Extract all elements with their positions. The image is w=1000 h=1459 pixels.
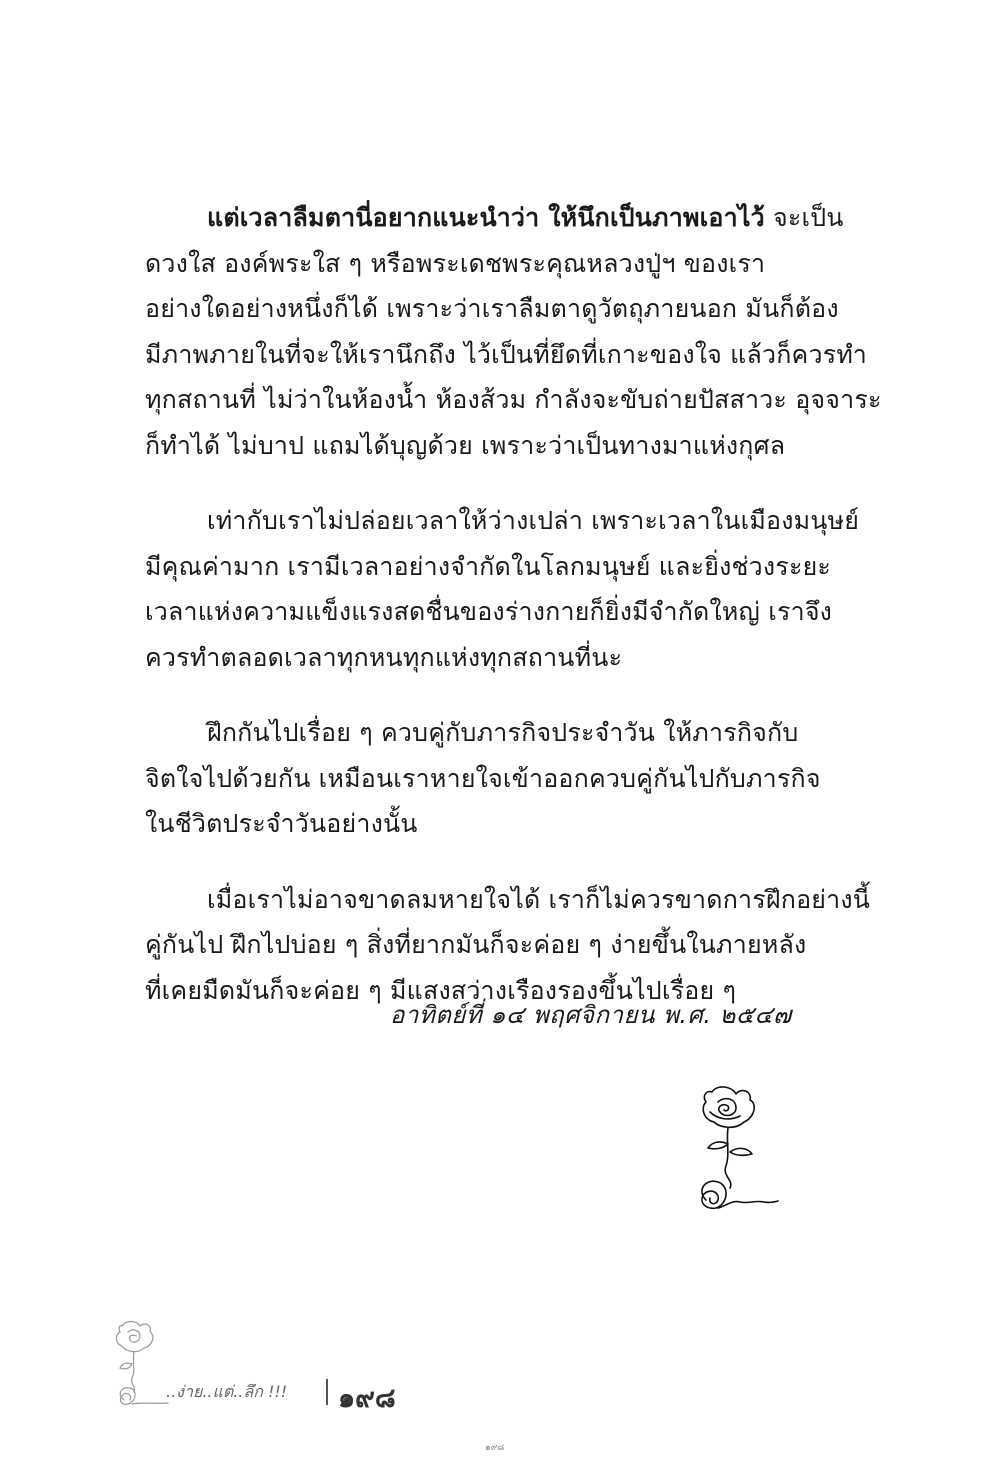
line-text: คู่กันไป ฝึกไปบ่อย ๆ สิ่งที่ยากมันก็จะค่อย ๆ ง่ายขึ้นในภายหลัง: [145, 930, 807, 959]
line-text: ทุกสถานที่ ไม่ว่าในห้องน้ำ ห้องส้วม กำลังจะขับถ่ายปัสสาวะ อุจจาระ: [145, 385, 882, 414]
book-title: ..ง่าย..แต่..ลึก !!!: [166, 1382, 288, 1401]
line-text: ควรทำตลอดเวลาทุกหนทุกแห่งทุกสถานที่นะ: [145, 642, 623, 672]
line-text: ที่เคยมืดมันก็จะค่อย ๆ มีแสงสว่างเรืองรองขึ้นไปเรื่อย ๆ: [145, 975, 737, 1005]
line-text: เท่ากับเราไม่ปล่อยเวลาให้ว่างเปล่า เพราะเวลาในเมืองมนุษย์: [207, 506, 860, 535]
page-footer: [112, 1318, 432, 1414]
line-text: ก็ทำได้ ไม่บาป แถมได้บุญด้วย เพราะว่าเป็นทางมาแห่งกุศล: [145, 430, 786, 460]
line-text: ฝึกกันไปเรื่อย ๆ ควบคู่กับภารกิจประจำวัน ให้ภารกิจกับ: [207, 718, 799, 747]
text-line: [145, 922, 845, 968]
text-line: [145, 589, 845, 635]
footer-divider: [326, 1379, 328, 1405]
line-text: อย่างใดอย่างหนึ่งก็ได้ เพราะว่าเราลืมตาดูวัตถุภายนอก มันก็ต้อง: [145, 294, 839, 323]
page-number: ๑๙๘: [338, 1383, 396, 1414]
text-line: [145, 756, 845, 802]
tiny-page-number: ๑๙๘: [485, 1443, 505, 1453]
text-line: [145, 877, 871, 923]
text-line: [145, 286, 845, 332]
text-line: [145, 801, 845, 847]
paragraph: [145, 195, 882, 468]
text-line: [145, 332, 868, 378]
text-line: [145, 195, 845, 241]
text-line: [145, 377, 882, 423]
line-text: มีภาพภายในที่จะให้เรานึกถึง ไว้เป็นที่ยึดที่เกาะของใจ แล้วก็ควรทำ: [145, 339, 868, 369]
paragraph: [145, 710, 845, 847]
text-line: [145, 241, 845, 287]
text-line: [145, 498, 860, 544]
line-text: จะเป็น: [764, 203, 844, 232]
text-line: [145, 635, 845, 681]
rose-logo-icon: [112, 1318, 170, 1408]
line-text: ในชีวิตประจำวันอย่างนั้น: [145, 809, 418, 838]
paragraph: [145, 877, 871, 1014]
line-text: เมื่อเราไม่อาจขาดลมหายใจได้ เราก็ไม่ควรขาดการฝึกอย่างนี้: [207, 884, 871, 914]
paragraph: [145, 498, 860, 680]
line-text: มีคุณค่ามาก เรามีเวลาอย่างจำกัดในโลกมนุษย์ และยิ่งช่วงระยะ: [145, 551, 832, 581]
text-line: [145, 423, 845, 469]
emphasis-text: แต่เวลาลืมตานี่อยากแนะนำว่า ให้นึกเป็นภาพเอาไว้: [207, 203, 765, 232]
text-line: [145, 710, 845, 756]
text-line: [145, 544, 845, 590]
line-text: ดวงใส องค์พระใส ๆ หรือพระเดชพระคุณหลวงปู่ฯ ของเรา: [145, 248, 766, 278]
rose-signature-icon: [682, 1082, 782, 1232]
article-body: [145, 195, 882, 1043]
line-text: จิตใจไปด้วยกัน เหมือนเราหายใจเข้าออกควบคู่กันไปกับภารกิจ: [145, 763, 821, 793]
date-line: อาทิตย์ที่ ๑๔ พฤศจิกายน พ.ศ. ๒๕๔๗: [390, 1001, 792, 1029]
line-text: เวลาแห่งความแข็งแรงสดชื่นของร่างกายก็ยิ่งมีจำกัดใหญ่ เราจึง: [145, 597, 833, 626]
